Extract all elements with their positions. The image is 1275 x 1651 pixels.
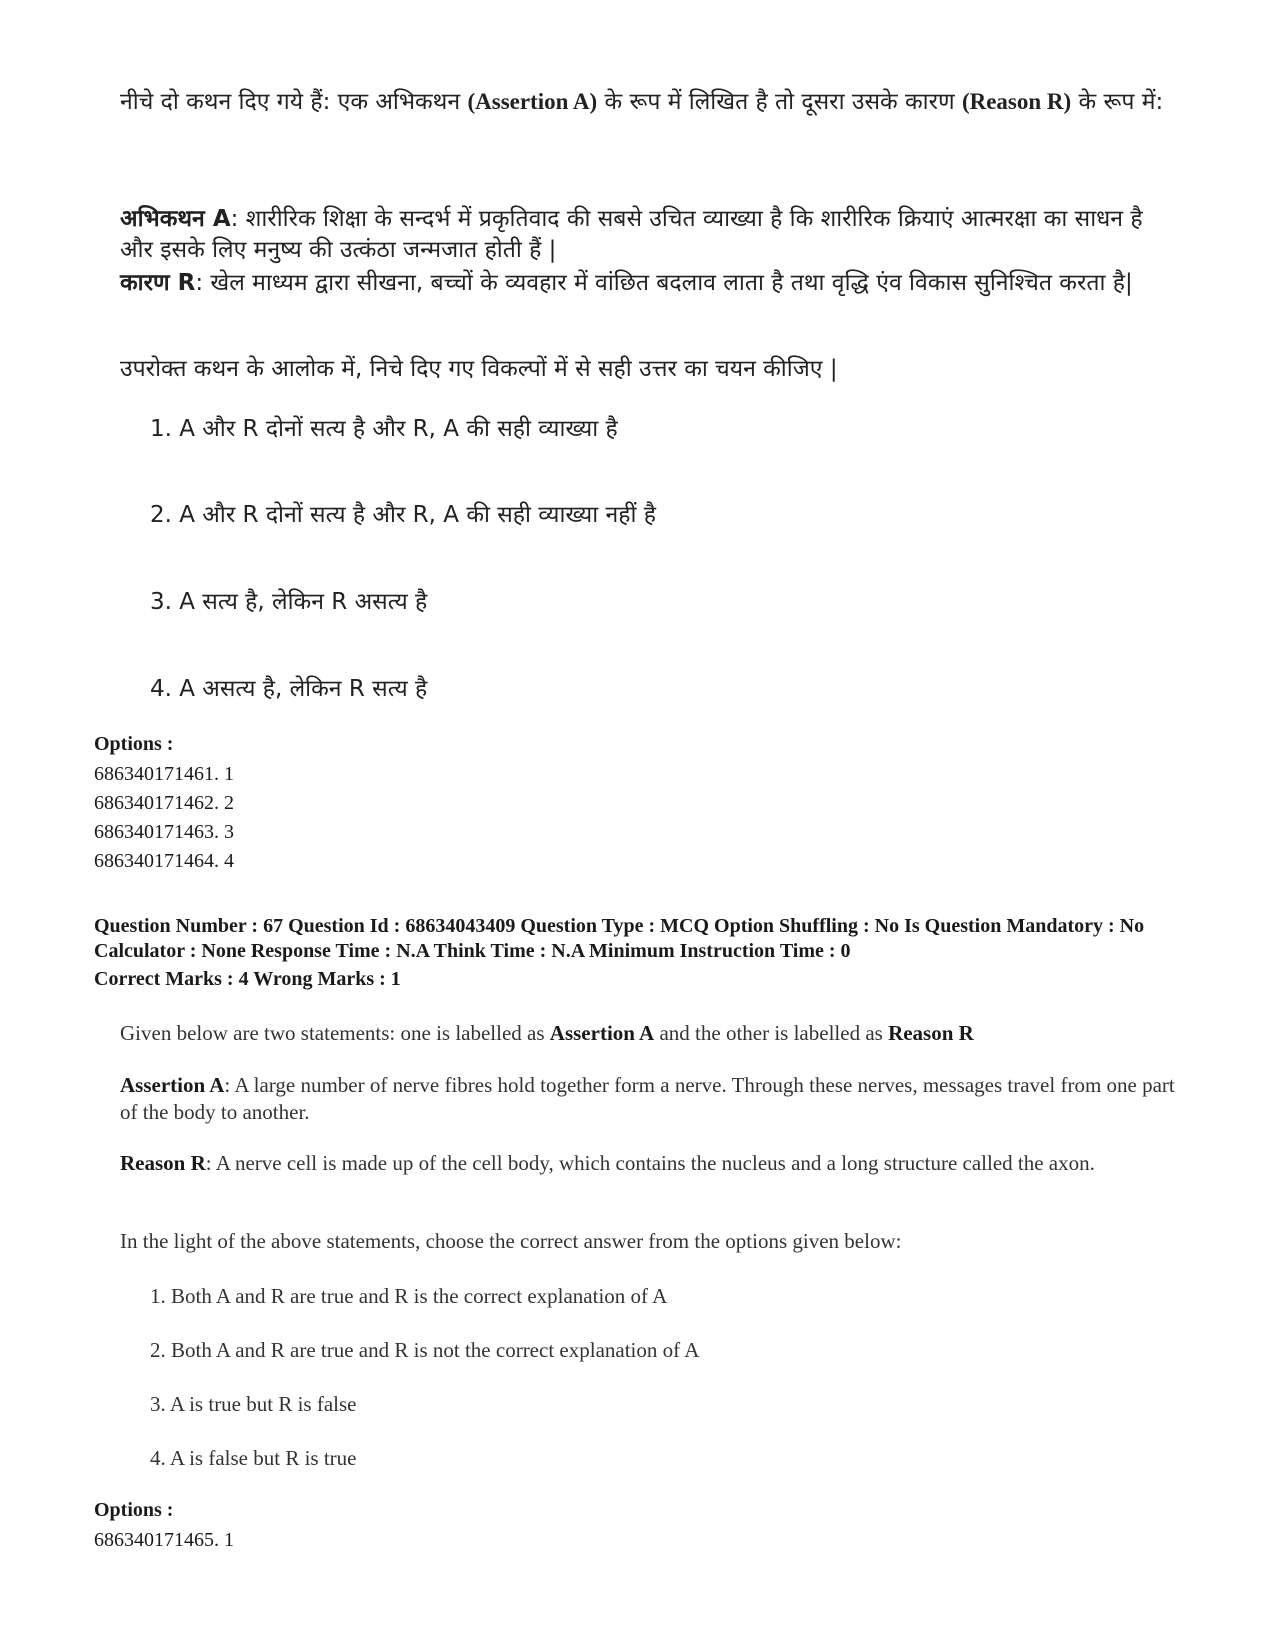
english-assertion-label: Assertion A <box>120 1073 225 1097</box>
option-id-item: 686340171462. 2 <box>94 792 234 814</box>
english-intro-assertion-tag: Assertion A <box>549 1021 655 1045</box>
english-reason-text: : A nerve cell is made up of the cell body, which contains the nucleus and a long structure called the axon. <box>205 1151 1095 1175</box>
option-id-item: 686340171464. 4 <box>94 850 234 872</box>
option-id-item: 686340171461. 1 <box>94 763 234 785</box>
hindi-option-4: 4. A असत्य है, लेकिन R सत्य है <box>150 676 428 702</box>
english-assertion-text: : A large number of nerve fibres hold together form a nerve. Through these nerves, messages travel from one part of the body to another. <box>120 1073 1175 1124</box>
hindi-option-1: 1. A और R दोनों सत्य है और R, A की सही व्याख्या है <box>150 416 618 442</box>
hindi-assertion-text: : शारीरिक शिक्षा के सन्दर्भ में प्रकृतिवाद की सबसे उचित व्याख्या है कि शारीरिक क्रियाएं आत्मरक्षा का साधन है और इसके लिए मनुष्य की उत्कंठा जन्मजात होती हैं | <box>120 206 1143 263</box>
option-id-item: 686340171463. 3 <box>94 821 234 843</box>
hindi-intro <box>120 86 1180 118</box>
question-metadata <box>94 914 1204 992</box>
english-assertion <box>120 1072 1180 1126</box>
english-choose-instruction: In the light of the above statements, choose the correct answer from the options given below: <box>120 1229 902 1253</box>
hindi-assertion-label: अभिकथन A <box>120 206 231 232</box>
english-reason-label: Reason R <box>120 1151 206 1175</box>
english-intro-reason-tag: Reason R <box>888 1021 974 1045</box>
hindi-intro-part3: के रूप में: <box>1071 89 1164 115</box>
hindi-intro-part1: नीचे दो कथन दिए गये हैं: एक अभिकथन <box>120 89 468 115</box>
english-reason <box>120 1150 1180 1177</box>
english-intro <box>120 1020 1180 1047</box>
english-intro-part2: and the other is labelled as <box>654 1021 889 1045</box>
option-id-list <box>94 1526 234 1555</box>
hindi-reason-text: : खेल माध्यम द्वारा सीखना, बच्चों के व्यवहार में वांछित बदलाव लाता है तथा वृद्धि एंव विकास सुनिश्चित करता है| <box>195 270 1133 296</box>
hindi-intro-assertion-tag: (Assertion A) <box>467 89 598 114</box>
english-option-4: 4. A is false but R is true <box>150 1446 357 1470</box>
hindi-choose-instruction: उपरोक्त कथन के आलोक में, निचे दिए गए विकल्पों में से सही उत्तर का चयन कीजिए | <box>120 356 838 382</box>
hindi-reason <box>120 268 1180 299</box>
options-label: Options : <box>94 733 174 755</box>
option-id-list <box>94 760 234 876</box>
hindi-option-2: 2. A और R दोनों सत्य है और R, A की सही व्याख्या नहीं है <box>150 502 656 528</box>
question-meta-line: Question Number : 67 Question Id : 68634043409 Question Type : MCQ Option Shuffling : No Is Question Mandatory : No Calculator : None Response Time : N.A Think Time : N.A Minimum Instruction Time : 0 <box>94 915 1145 962</box>
hindi-assertion <box>120 204 1180 266</box>
question-marks: Correct Marks : 4 Wrong Marks : 1 <box>94 968 401 990</box>
options-label: Options : <box>94 1499 174 1521</box>
english-option-1: 1. Both A and R are true and R is the correct explanation of A <box>150 1284 668 1308</box>
hindi-reason-label: कारण R <box>120 270 196 296</box>
english-intro-part1: Given below are two statements: one is labelled as <box>120 1021 550 1045</box>
hindi-option-3: 3. A सत्य है, लेकिन R असत्य है <box>150 589 428 615</box>
option-id-item: 686340171465. 1 <box>94 1529 234 1551</box>
english-option-2: 2. Both A and R are true and R is not the correct explanation of A <box>150 1338 700 1362</box>
hindi-intro-reason-tag: (Reason R) <box>961 89 1072 114</box>
hindi-intro-part2: के रूप में लिखित है तो दूसरा उसके कारण <box>597 89 962 115</box>
english-option-3: 3. A is true but R is false <box>150 1392 357 1416</box>
